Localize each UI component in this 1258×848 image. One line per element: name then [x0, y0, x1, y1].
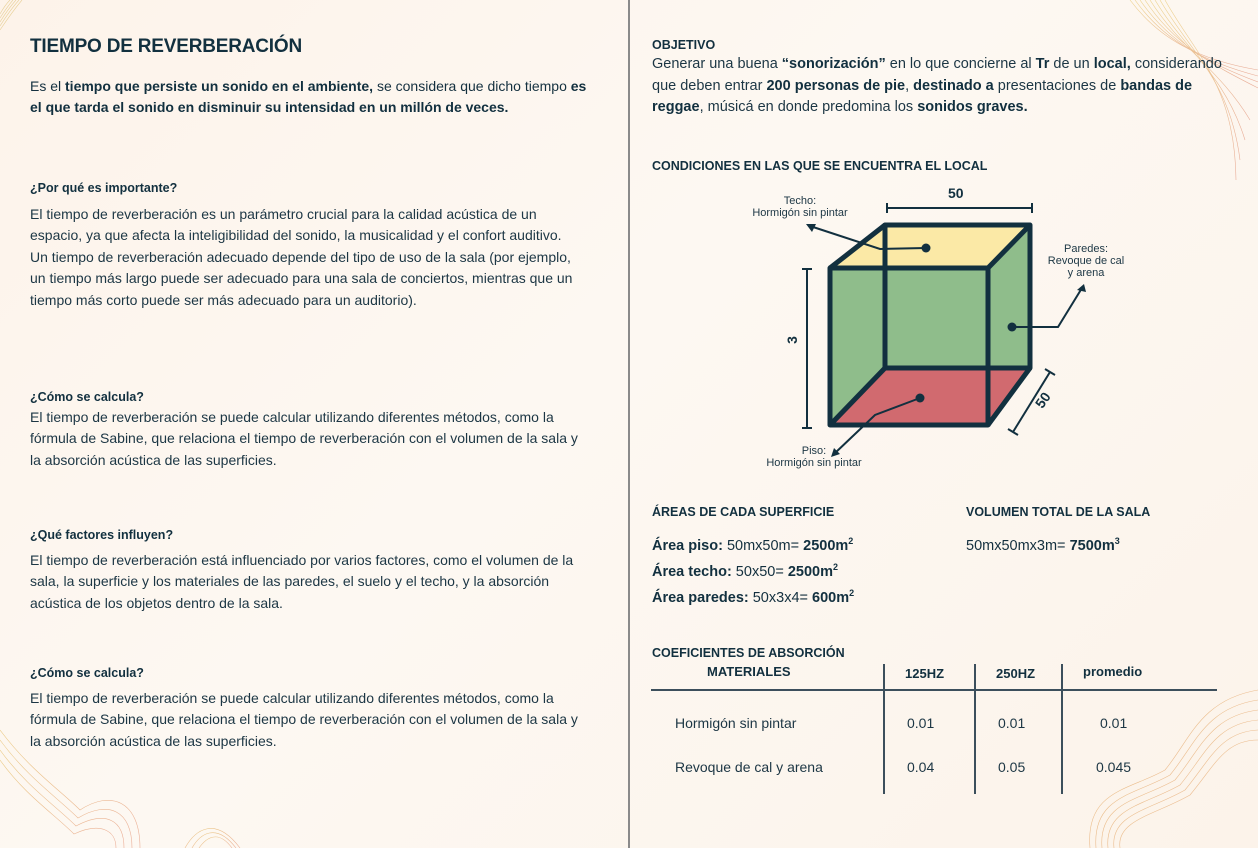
- dimension-height: 3: [783, 336, 800, 344]
- section-text: El tiempo de reverberación se puede calcular utilizando diferentes métodos, como la fórmula de Sabine, que relaciona el tiempo de reverberación con el volumen de la sala y la absorción acústica de las superficies.: [30, 690, 578, 749]
- intro-paragraph: [30, 76, 590, 119]
- bold-text: bandas de reggae: [652, 77, 1193, 115]
- label-material: y arena: [1067, 267, 1105, 279]
- area-exponent: 2: [849, 587, 855, 598]
- bold-text: Tr: [1035, 56, 1050, 72]
- objetivo-text: [652, 54, 1242, 119]
- area-row-techo: [652, 557, 854, 583]
- page-divider: [628, 0, 630, 848]
- area-result: 2500m: [803, 537, 849, 554]
- intro-bold: tiempo que persiste un sonido en el ambiente,: [65, 78, 374, 94]
- cell-promedio: 0.01: [1100, 715, 1128, 731]
- cell-250hz: 0.05: [998, 759, 1026, 775]
- column-divider: [883, 664, 885, 794]
- cell-material: Revoque de cal y arena: [675, 759, 823, 775]
- label-material: Revoque de cal: [1047, 255, 1125, 267]
- areas-list: [652, 531, 854, 608]
- area-exponent: 2: [832, 561, 838, 572]
- bold-text: local,: [1093, 56, 1131, 72]
- column-divider: [1061, 664, 1063, 794]
- volumen-value: [966, 531, 1150, 557]
- dimension-width: 50: [948, 185, 964, 201]
- cell-125hz: 0.01: [907, 715, 935, 731]
- section-heading: ¿Por qué es importante?: [30, 181, 178, 195]
- label-title: Piso:: [801, 445, 827, 457]
- label-title: Techo:: [783, 195, 817, 207]
- condiciones-heading: CONDICIONES EN LAS QUE SE ENCUENTRA EL LOCAL: [652, 159, 988, 173]
- label-material: Hormigón sin pintar: [752, 207, 848, 219]
- area-calc: 50x50=: [731, 563, 788, 580]
- cell-material: Hormigón sin pintar: [675, 715, 797, 731]
- text: en lo que concierne al: [885, 56, 1036, 72]
- area-calc: 50x3x4=: [748, 589, 813, 606]
- areas-section: [652, 505, 854, 660]
- left-column: [30, 36, 590, 749]
- column-divider: [974, 664, 976, 794]
- volumen-heading: VOLUMEN TOTAL DE LA SALA: [966, 505, 1151, 519]
- area-row-piso: [652, 531, 854, 557]
- cube-svg: [730, 182, 1150, 482]
- cell-promedio: 0.045: [1096, 759, 1132, 775]
- cell-125hz: 0.04: [907, 759, 935, 775]
- wave-top-left: [0, 0, 22, 30]
- text: , músicá en donde predomina los: [699, 99, 918, 115]
- section-text: El tiempo de reverberación se puede calcular utilizando diferentes métodos, como la fórmula de Sabine, que relaciona el tiempo de reverberación con el volumen de la sala y la absorción acústica de las superficies.: [30, 409, 578, 468]
- section-heading: ¿Qué factores influyen?: [30, 528, 174, 542]
- area-label: Área piso:: [652, 537, 723, 554]
- section-heading: ¿Cómo se calcula?: [30, 666, 144, 680]
- area-label: Área techo:: [652, 563, 732, 580]
- bold-text: 200 personas de pie: [766, 77, 906, 94]
- area-label: Área paredes:: [652, 589, 749, 606]
- column-header-promedio: promedio: [1083, 664, 1143, 679]
- section-calculation-2: [30, 666, 580, 752]
- label-title: Paredes:: [1063, 243, 1109, 255]
- page-title: TIEMPO DE REVERBERACIÓN: [30, 36, 302, 57]
- objetivo-heading: OBJETIVO: [652, 38, 716, 52]
- text: Generar una buena: [652, 56, 782, 72]
- intro-bold: es el que tarda el sonido en disminuir su intensidad en un millón de veces.: [30, 78, 587, 116]
- room-cube-diagram: [730, 182, 1150, 482]
- table-header-divider: [651, 689, 1217, 691]
- paredes-label: [1030, 243, 1142, 279]
- area-result: 2500m: [787, 563, 833, 580]
- column-header-materiales: MATERIALES: [707, 664, 791, 679]
- section-text: El tiempo de reverberación está influenciado por varios factores, como el volumen de la sala, la superficie y los materiales de las paredes, el suelo y el techo, y la absorción acústica de los objetos dentro de la sala.: [30, 552, 574, 611]
- bold-text: sonidos graves.: [917, 99, 1028, 115]
- section-calculation: [30, 390, 580, 471]
- bold-text: destinado a: [913, 77, 994, 94]
- section-importance: [30, 181, 580, 311]
- section-text: El tiempo de reverberación es un parámetro crucial para la calidad acústica de un espacio, ya que afecta la inteligibilidad del sonido, la musicalidad y el confort auditivo. Un tiempo de reverberación adecuado depende del tipo de uso de la sala (por ejemplo, un tiempo más largo puede ser adecuado para una sala de conciertos, mientras que un tiempo más corto puede ser más adecuado para un auditorio).: [30, 206, 573, 308]
- intro-text: Es el: [30, 78, 66, 94]
- intro-text: se considera que dicho tiempo: [373, 78, 571, 94]
- dimension-depth: 50: [1031, 389, 1054, 411]
- bold-text: “sonorización”: [781, 56, 886, 72]
- area-exponent: 2: [848, 536, 854, 546]
- coeficientes-heading: COEFICIENTES DE ABSORCIÓN: [652, 646, 845, 661]
- volumen-calc: 50mx50mx3m=: [966, 537, 1070, 554]
- volumen-result: 7500m: [1069, 537, 1115, 554]
- section-factors: [30, 528, 580, 614]
- areas-heading: ÁREAS DE CADA SUPERFICIE: [652, 505, 835, 519]
- right-column: [652, 38, 1242, 173]
- text: de un: [1049, 56, 1094, 72]
- absorption-table: [651, 660, 1217, 798]
- area-calc: 50mx50m=: [722, 537, 804, 554]
- text: considerando que deben entrar: [652, 56, 1222, 94]
- column-header-250hz: 250HZ: [996, 666, 1036, 681]
- section-heading: ¿Cómo se calcula?: [30, 390, 144, 404]
- area-row-paredes: [652, 583, 854, 609]
- text: presentaciones de: [993, 77, 1121, 94]
- label-material: Hormigón sin pintar: [766, 457, 862, 469]
- techo-label: [740, 195, 860, 219]
- column-header-125hz: 125HZ: [905, 666, 945, 681]
- area-result: 600m: [812, 589, 850, 606]
- text: ,: [905, 77, 914, 94]
- piso-label: [750, 445, 878, 469]
- cell-250hz: 0.01: [998, 715, 1026, 731]
- volumen-section: [966, 505, 1150, 557]
- volumen-exponent: 3: [1114, 536, 1120, 546]
